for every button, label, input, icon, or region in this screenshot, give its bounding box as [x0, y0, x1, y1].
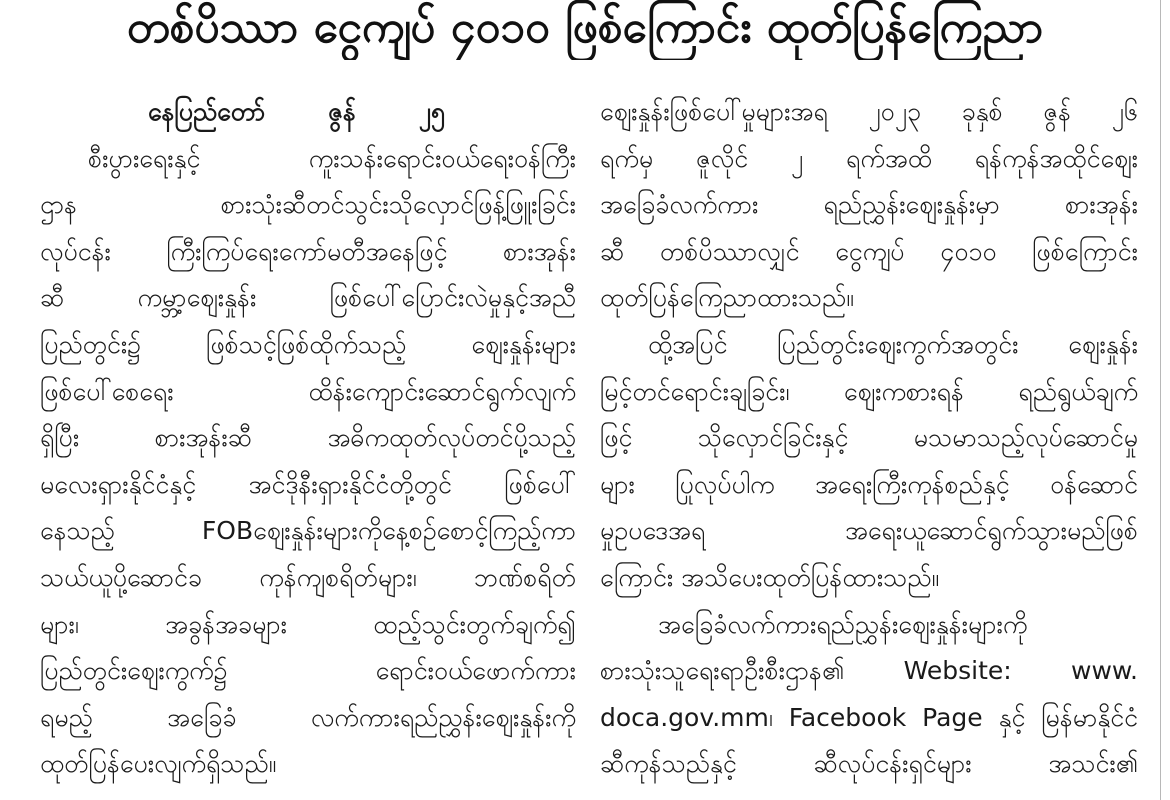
text-line: ဆီ ကမ္ဘာ့ဈေးနှုန်း ဖြစ်ပေါ်ပြောင်းလဲမှုနှင့်အညီ — [40, 283, 576, 313]
text-line: စီးပွားရေးနှင့် ကူးသန်းရောင်းဝယ်ရေးဝန်ကြီး — [88, 143, 576, 173]
text-line: ရက်မှ ဇူလိုင် ၂ ရက်အထိ ရန်ကုန်အထိုင်ဈေး — [600, 143, 1138, 173]
text-line: ထုတ်ပြန်ပေးလျက်ရှိသည်။ — [40, 749, 277, 779]
text-line: ဆီ တစ်ပိဿာလျှင် ငွေကျပ် ၄၀၁၀ ဖြစ်ကြောင်း — [600, 236, 1138, 266]
text-line: ဆီကုန်သည်နှင့် ဆီလုပ်ငန်းရှင်များ အသင်း၏ — [600, 749, 1138, 779]
text-line: မှုဥပဒေအရ အရေးယူဆောင်ရွက်သွားမည်ဖြစ် — [600, 516, 1138, 546]
text-line: များ၊ အခွန်အခများ ထည့်သွင်းတွက်ချက်၍ — [40, 609, 576, 639]
text-line: ပြည်တွင်းဈေးကွက်၌ ရောင်းဝယ်ဖောက်ကား — [40, 656, 576, 686]
text-line: များ ပြုလုပ်ပါက အရေးကြီးကုန်စည်နှင့် ဝန်ဆောင် — [600, 469, 1138, 499]
text-line: ရမည့် အခြေခံ လက်ကားရည်ညွှန်းဈေးနှုန်းကို — [40, 702, 576, 732]
article-column-left — [40, 89, 576, 800]
text-line: အခြေခံလက်ကားရည်ညွှန်းဈေးနှုန်းများကို — [658, 609, 1028, 639]
text-line: ပြည်တွင်း၌ ဖြစ်သင့်ဖြစ်ထိုက်သည့် ဈေးနှုန်းများ — [40, 329, 576, 359]
text-line: နေသည့် FOBဈေးနှုန်းများကိုနေ့စဉ်စောင့်ကြည့်ကာ — [40, 516, 576, 546]
text-line: doca.gov.mm၊ Facebook Page နှင့် မြန်မာနိုင်ငံ — [600, 702, 1138, 732]
text-line: ဈေးနှုန်းဖြစ်ပေါ်မှုများအရ ၂၀၂၃ ခုနှစ် ဇွန် ၂၆ — [600, 97, 1138, 126]
text-line: ဖြစ်ပေါ်စေရေး ထိန်းကျောင်းဆောင်ရွက်လျက် — [40, 376, 576, 406]
page-edge-divider — [1160, 0, 1161, 800]
text-line: ဖြင့် သိုလှောင်ခြင်းနှင့် မသမာသည့်လုပ်ဆောင်မှု — [600, 423, 1138, 453]
article-headline: တစ်ပိဿာ ငွေကျပ် ၄၀၁၀ ဖြစ်ကြောင်း ထုတ်ပြန်ကြေညာ — [126, 2, 1044, 53]
text-line: မြင့်တင်ရောင်းချခြင်း၊ ဈေးကစားရန် ရည်ရွယ်ချက် — [600, 376, 1138, 406]
text-line: လုပ်ငန်း ကြီးကြပ်ရေးကော်မတီအနေဖြင့် စားအုန်း — [40, 236, 576, 266]
text-line: ထို့အပြင် ပြည်တွင်းဈေးကွက်အတွင်း ဈေးနှုန်း — [648, 329, 1138, 359]
text-line: စားသုံးသူရေးရာဦးစီးဌာန၏ Website: www. — [600, 656, 1138, 686]
dateline-row — [40, 89, 576, 136]
dateline: နေပြည်တော် ဇွန် ၂၅ — [148, 97, 445, 126]
text-line: ဌာန စားသုံးဆီတင်သွင်းသိုလှောင်ဖြန့်ဖြူးခြင်း — [40, 190, 576, 220]
text-line: ရှိပြီး စားအုန်းဆီ အဓိကထုတ်လုပ်တင်ပို့သည့် — [40, 423, 576, 453]
article-column-right — [600, 89, 1138, 800]
text-line: ကြောင်း အသိပေးထုတ်ပြန်ထားသည်။ — [600, 562, 940, 592]
text-line: သယ်ယူပို့ဆောင်ခ ကုန်ကျစရိတ်များ၊ ဘဏ်စရိတ် — [40, 562, 576, 592]
text-line: အခြေခံလက်ကား ရည်ညွှန်းဈေးနှုန်းမှာ စားအုန်း — [600, 190, 1138, 220]
text-line: မလေးရှားနိုင်ငံနှင့် အင်ဒိုနီးရှားနိုင်ငံတို့တွင် ဖြစ်ပေါ် — [40, 469, 576, 499]
text-line: ထုတ်ပြန်ကြေညာထားသည်။ — [600, 283, 854, 313]
